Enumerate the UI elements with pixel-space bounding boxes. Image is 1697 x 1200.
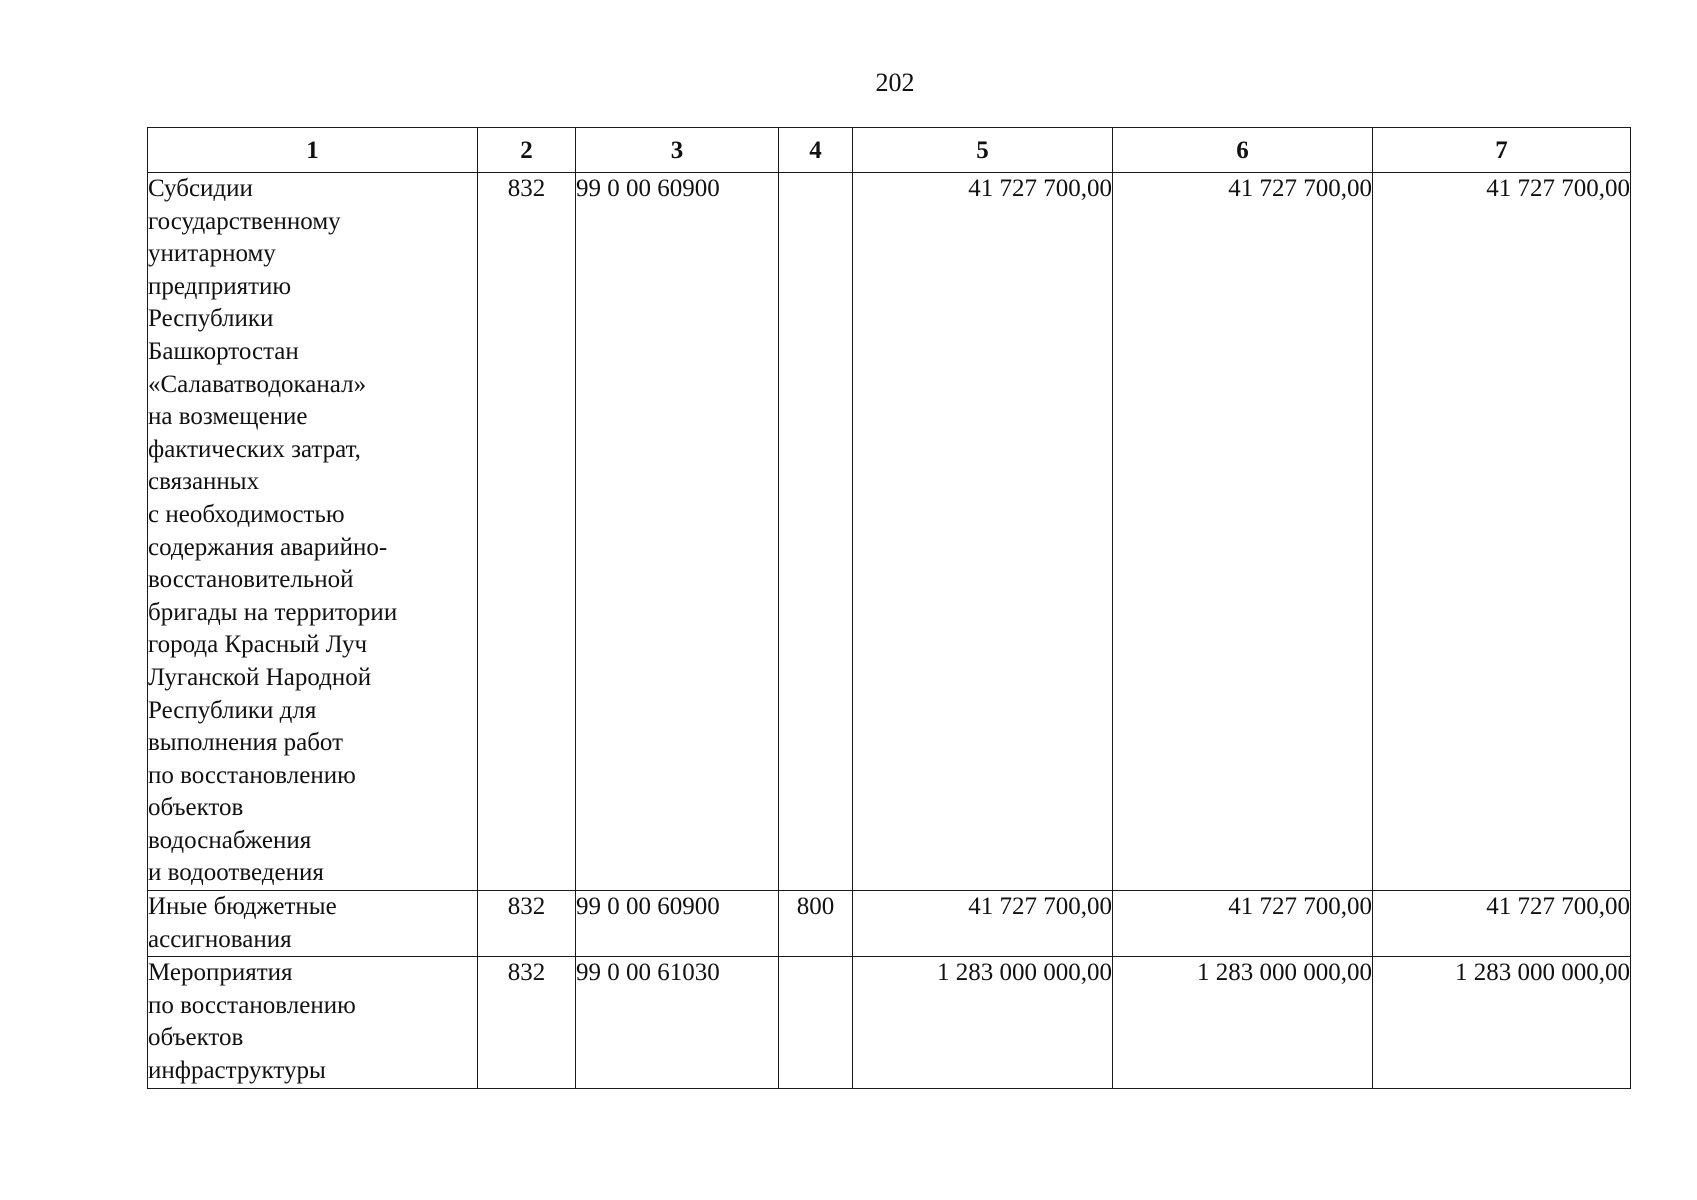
- row-amount-col6: 1 283 000 000,00: [1113, 957, 1373, 1088]
- row-name-line: бригады на территории: [148, 598, 398, 626]
- row-admin-code: 832: [478, 173, 576, 891]
- row-expense-type: [779, 173, 853, 891]
- row-expense-type: 800: [779, 891, 853, 957]
- row-name-line: предприятию: [148, 272, 292, 300]
- header-col-6: 6: [1113, 128, 1373, 173]
- row-name-line: Луганской Народной: [148, 663, 372, 691]
- row-name-line: и водоотведения: [148, 859, 324, 887]
- row-name-line: восстановительной: [148, 566, 354, 594]
- row-target-article: 99 0 00 61030: [576, 957, 779, 1088]
- row-name-line: Башкортостан: [148, 337, 299, 365]
- budget-table: [147, 127, 1631, 1089]
- row-name-line: ассигнования: [148, 925, 292, 953]
- row-name-line: Иные бюджетные: [148, 893, 337, 921]
- row-name-line: по восстановлению: [148, 761, 356, 789]
- row-name-line: инфраструктуры: [148, 1057, 326, 1085]
- row-name-line: объектов: [148, 794, 244, 822]
- row-admin-code: 832: [478, 891, 576, 957]
- row-name-line: Республики: [148, 305, 274, 333]
- table-row: [148, 957, 1631, 1088]
- table-row: [148, 173, 1631, 891]
- row-expense-type: [779, 957, 853, 1088]
- row-amount-col5: 1 283 000 000,00: [853, 957, 1113, 1088]
- row-name-line: объектов: [148, 1024, 244, 1052]
- row-amount-col7: 41 727 700,00: [1373, 891, 1631, 957]
- row-name-line: по восстановлению: [148, 991, 356, 1019]
- row-name-line: связанных: [148, 468, 260, 496]
- table-header-row: [148, 128, 1631, 173]
- page-number: 202: [875, 68, 915, 97]
- table-row: [148, 891, 1631, 957]
- row-amount-col6: 41 727 700,00: [1113, 173, 1373, 891]
- row-name-line: города Красный Луч: [148, 631, 368, 659]
- row-name-line: унитарному: [148, 240, 276, 268]
- row-amount-col5: 41 727 700,00: [853, 173, 1113, 891]
- header-col-4: 4: [779, 128, 853, 173]
- row-amount-col7: 1 283 000 000,00: [1373, 957, 1631, 1088]
- row-name-line: государственному: [148, 207, 341, 235]
- row-amount-col5: 41 727 700,00: [853, 891, 1113, 957]
- row-name-cell: [148, 957, 478, 1088]
- header-col-1: 1: [148, 128, 478, 173]
- row-target-article: 99 0 00 60900: [576, 891, 779, 957]
- row-amount-col6: 41 727 700,00: [1113, 891, 1373, 957]
- row-name-line: выполнения работ: [148, 729, 344, 757]
- row-name-line: «Салаватводоканал»: [148, 370, 367, 398]
- row-target-article: 99 0 00 60900: [576, 173, 779, 891]
- row-amount-col7: 41 727 700,00: [1373, 173, 1631, 891]
- header-col-2: 2: [478, 128, 576, 173]
- row-name-line: Субсидии: [148, 175, 253, 202]
- row-name-line: содержания аварийно-: [148, 533, 388, 561]
- row-admin-code: 832: [478, 957, 576, 1088]
- row-name-line: с необходимостью: [148, 500, 345, 528]
- row-name-line: фактических затрат,: [148, 435, 361, 463]
- row-name-line: на возмещение: [148, 403, 308, 431]
- header-col-7: 7: [1373, 128, 1631, 173]
- row-name-line: Республики для: [148, 696, 317, 724]
- row-name-cell: [148, 891, 478, 957]
- header-col-5: 5: [853, 128, 1113, 173]
- row-name-cell: [148, 173, 478, 891]
- row-name-line: Мероприятия: [148, 959, 293, 987]
- row-name-line: водоснабжения: [148, 826, 312, 854]
- header-col-3: 3: [576, 128, 779, 173]
